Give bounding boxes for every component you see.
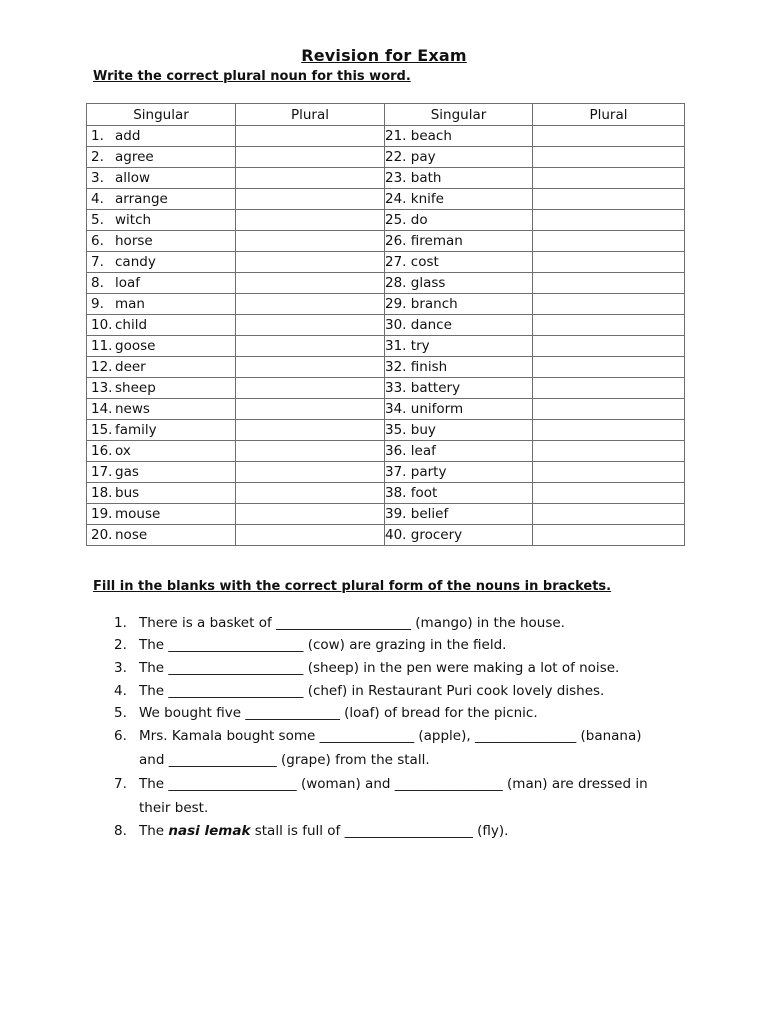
item-number: 33. <box>385 380 407 396</box>
singular-word: battery <box>410 380 461 396</box>
singular-cell <box>87 399 236 420</box>
list-item <box>110 724 670 772</box>
item-number: 19. <box>91 506 113 522</box>
item-number: 25. <box>385 212 407 228</box>
list-item <box>110 772 670 820</box>
plural-answer-cell <box>533 168 685 189</box>
plural-answer-cell <box>236 525 385 546</box>
question-number: 6. <box>114 728 127 744</box>
table-header-row <box>87 104 685 126</box>
singular-cell <box>87 168 236 189</box>
table-row <box>87 273 685 294</box>
table-row <box>87 378 685 399</box>
singular-cell <box>87 336 236 357</box>
question-emphasis: nasi lemak <box>168 823 251 839</box>
item-number: 3. <box>91 170 104 186</box>
header-singular-1: Singular <box>87 104 236 126</box>
singular-word: arrange <box>115 191 168 207</box>
plural-answer-cell <box>533 315 685 336</box>
plural-answer-cell <box>533 147 685 168</box>
singular-word: ox <box>115 443 131 459</box>
singular-cell <box>87 441 236 462</box>
singular-word: uniform <box>410 401 464 417</box>
table-row <box>87 147 685 168</box>
item-number: 2. <box>91 149 104 165</box>
singular-word: leaf <box>410 443 436 459</box>
item-number: 9. <box>91 296 104 312</box>
question-text: We bought five ______________ (loaf) of bread for the picnic. <box>139 705 538 721</box>
singular-cell <box>385 441 533 462</box>
item-number: 5. <box>91 212 104 228</box>
plural-answer-cell <box>533 504 685 525</box>
item-number: 39. <box>385 506 407 522</box>
plural-answer-cell <box>533 441 685 462</box>
singular-cell <box>87 420 236 441</box>
singular-word: try <box>410 338 430 354</box>
item-number: 23. <box>385 170 407 186</box>
plural-answer-cell <box>236 441 385 462</box>
question-text: Mrs. Kamala bought some ______________ (apple), _______________ (banana) and ________________ (grape) from the stall. <box>139 728 642 768</box>
item-number: 38. <box>385 485 407 501</box>
plural-answer-cell <box>236 168 385 189</box>
singular-cell <box>385 399 533 420</box>
question-number: 4. <box>114 683 127 699</box>
singular-word: allow <box>115 170 151 186</box>
singular-word: do <box>410 212 428 228</box>
singular-cell <box>87 315 236 336</box>
singular-word: party <box>410 464 447 480</box>
item-number: 37. <box>385 464 407 480</box>
singular-cell <box>385 168 533 189</box>
singular-cell <box>87 378 236 399</box>
plural-answer-cell <box>533 357 685 378</box>
singular-cell <box>385 189 533 210</box>
item-number: 34. <box>385 401 407 417</box>
singular-word: grocery <box>410 527 463 543</box>
table-row <box>87 357 685 378</box>
singular-word: pay <box>410 149 436 165</box>
question-text: The ___________________ (woman) and ________________ (man) are dressed in their best. <box>139 776 648 816</box>
singular-cell <box>385 336 533 357</box>
singular-word: belief <box>410 506 449 522</box>
singular-word: cost <box>410 254 439 270</box>
singular-cell <box>87 252 236 273</box>
item-number: 17. <box>91 464 113 480</box>
question-text-post: stall is full of ___________________ (fly). <box>250 823 509 839</box>
item-number: 8. <box>91 275 104 291</box>
question-number: 8. <box>114 823 127 839</box>
singular-word: bus <box>115 485 140 501</box>
singular-word: child <box>115 317 148 333</box>
item-number: 4. <box>91 191 104 207</box>
plural-answer-cell <box>533 378 685 399</box>
question-number: 2. <box>114 637 127 653</box>
singular-word: news <box>115 401 150 417</box>
singular-cell <box>385 504 533 525</box>
singular-cell <box>87 231 236 252</box>
table-row <box>87 126 685 147</box>
table-row <box>87 399 685 420</box>
item-number: 6. <box>91 233 104 249</box>
singular-cell <box>385 483 533 504</box>
item-number: 14. <box>91 401 113 417</box>
plural-answer-cell <box>236 420 385 441</box>
singular-cell <box>87 273 236 294</box>
header-plural-1: Plural <box>236 104 385 126</box>
plural-answer-cell <box>533 399 685 420</box>
singular-cell <box>385 252 533 273</box>
item-number: 11. <box>91 338 113 354</box>
question-number: 7. <box>114 776 127 792</box>
singular-cell <box>87 147 236 168</box>
table-row <box>87 252 685 273</box>
question-number: 5. <box>114 705 127 721</box>
item-number: 15. <box>91 422 113 438</box>
singular-cell <box>87 462 236 483</box>
table-row <box>87 462 685 483</box>
singular-cell <box>87 357 236 378</box>
plural-answer-cell <box>236 294 385 315</box>
plural-answer-cell <box>533 483 685 504</box>
question-text-pre: The <box>139 823 169 839</box>
list-item <box>110 612 670 634</box>
item-number: 21. <box>385 128 407 144</box>
item-number: 18. <box>91 485 113 501</box>
table-row <box>87 168 685 189</box>
item-number: 30. <box>385 317 407 333</box>
item-number: 28. <box>385 275 407 291</box>
singular-word: goose <box>115 338 156 354</box>
item-number: 35. <box>385 422 407 438</box>
plural-answer-cell <box>236 231 385 252</box>
table-row <box>87 210 685 231</box>
question-text: The ____________________ (chef) in Restaurant Puri cook lovely dishes. <box>139 683 605 699</box>
plural-answer-cell <box>236 504 385 525</box>
table-row <box>87 504 685 525</box>
plural-answer-cell <box>533 525 685 546</box>
singular-word: mouse <box>115 506 161 522</box>
plural-answer-cell <box>236 315 385 336</box>
plural-answer-cell <box>533 126 685 147</box>
item-number: 1. <box>91 128 104 144</box>
table-row <box>87 189 685 210</box>
singular-word: family <box>115 422 157 438</box>
singular-word: witch <box>115 212 152 228</box>
table-row <box>87 525 685 546</box>
plural-answer-cell <box>236 189 385 210</box>
plural-answer-cell <box>236 147 385 168</box>
item-number: 26. <box>385 233 407 249</box>
plural-answer-cell <box>236 273 385 294</box>
singular-word: knife <box>410 191 444 207</box>
singular-cell <box>385 126 533 147</box>
list-item <box>110 702 670 724</box>
singular-word: dance <box>410 317 452 333</box>
singular-word: foot <box>410 485 438 501</box>
plural-answer-cell <box>236 210 385 231</box>
item-number: 29. <box>385 296 407 312</box>
item-number: 22. <box>385 149 407 165</box>
singular-word: add <box>115 128 141 144</box>
plural-answer-cell <box>533 210 685 231</box>
singular-cell <box>385 525 533 546</box>
singular-cell <box>87 294 236 315</box>
plural-answer-cell <box>533 336 685 357</box>
singular-word: loaf <box>115 275 141 291</box>
table-row <box>87 441 685 462</box>
plural-answer-cell <box>236 483 385 504</box>
section2-instruction: Fill in the blanks with the correct plural form of the nouns in brackets. <box>93 579 612 594</box>
plural-answer-cell <box>236 126 385 147</box>
plural-answer-cell <box>533 189 685 210</box>
plural-table <box>86 103 685 546</box>
fill-in-list <box>110 612 670 842</box>
item-number: 24. <box>385 191 407 207</box>
table-row <box>87 483 685 504</box>
singular-word: beach <box>410 128 452 144</box>
item-number: 40. <box>385 527 407 543</box>
item-number: 12. <box>91 359 113 375</box>
list-item <box>110 820 670 842</box>
table-row <box>87 294 685 315</box>
singular-word: candy <box>115 254 156 270</box>
singular-cell <box>385 357 533 378</box>
singular-cell <box>385 210 533 231</box>
item-number: 13. <box>91 380 113 396</box>
singular-cell <box>385 147 533 168</box>
question-text: The ____________________ (sheep) in the pen were making a lot of noise. <box>139 660 620 676</box>
page-title: Revision for Exam <box>301 46 467 65</box>
item-number: 27. <box>385 254 407 270</box>
singular-cell <box>385 231 533 252</box>
plural-answer-cell <box>236 357 385 378</box>
item-number: 31. <box>385 338 407 354</box>
header-singular-2: Singular <box>385 104 533 126</box>
singular-cell <box>87 504 236 525</box>
singular-word: buy <box>410 422 436 438</box>
singular-word: gas <box>115 464 139 480</box>
singular-cell <box>385 420 533 441</box>
question-text: The ____________________ (cow) are grazing in the field. <box>139 637 507 653</box>
header-plural-2: Plural <box>533 104 685 126</box>
singular-cell <box>385 273 533 294</box>
table-row <box>87 315 685 336</box>
singular-word: bath <box>410 170 442 186</box>
item-number: 7. <box>91 254 104 270</box>
singular-cell <box>87 483 236 504</box>
singular-word: horse <box>115 233 153 249</box>
singular-cell <box>87 525 236 546</box>
table-row <box>87 231 685 252</box>
singular-cell <box>87 126 236 147</box>
singular-cell <box>385 294 533 315</box>
singular-cell <box>87 189 236 210</box>
plural-answer-cell <box>533 420 685 441</box>
plural-answer-cell <box>533 462 685 483</box>
item-number: 32. <box>385 359 407 375</box>
singular-word: fireman <box>410 233 463 249</box>
table-row <box>87 420 685 441</box>
singular-word: nose <box>115 527 148 543</box>
item-number: 16. <box>91 443 113 459</box>
singular-cell <box>385 315 533 336</box>
plural-answer-cell <box>533 273 685 294</box>
item-number: 20. <box>91 527 113 543</box>
singular-word: glass <box>410 275 446 291</box>
singular-word: man <box>115 296 145 312</box>
singular-word: deer <box>115 359 146 375</box>
item-number: 36. <box>385 443 407 459</box>
plural-answer-cell <box>236 462 385 483</box>
list-item <box>110 680 670 702</box>
question-number: 3. <box>114 660 127 676</box>
plural-answer-cell <box>533 252 685 273</box>
singular-cell <box>385 462 533 483</box>
singular-word: branch <box>410 296 458 312</box>
singular-word: agree <box>115 149 154 165</box>
question-text: There is a basket of ____________________ (mango) in the house. <box>139 615 565 631</box>
table-row <box>87 336 685 357</box>
singular-word: sheep <box>115 380 156 396</box>
plural-answer-cell <box>236 252 385 273</box>
singular-cell <box>385 378 533 399</box>
singular-cell <box>87 210 236 231</box>
list-item <box>110 634 670 656</box>
plural-answer-cell <box>236 399 385 420</box>
plural-answer-cell <box>236 336 385 357</box>
list-item <box>110 656 670 680</box>
section1-instruction: Write the correct plural noun for this word. <box>93 69 411 84</box>
plural-answer-cell <box>533 231 685 252</box>
singular-word: finish <box>410 359 448 375</box>
item-number: 10. <box>91 317 113 333</box>
plural-answer-cell <box>533 294 685 315</box>
question-number: 1. <box>114 615 127 631</box>
plural-answer-cell <box>236 378 385 399</box>
